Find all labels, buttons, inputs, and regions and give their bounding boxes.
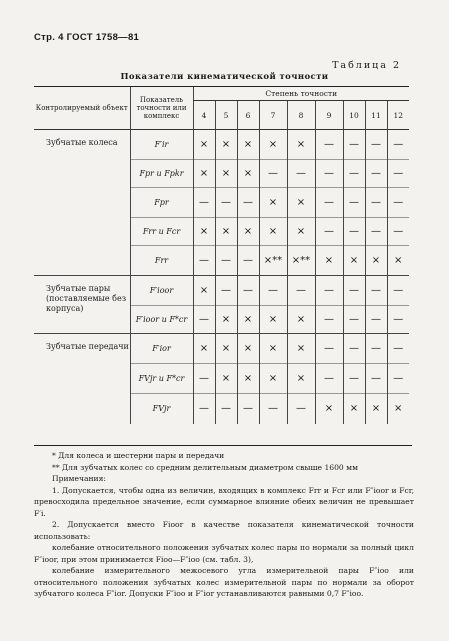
dash-mark: — bbox=[237, 276, 259, 306]
dash-mark: — bbox=[343, 334, 365, 364]
footnote-2: ** Для зубчатых колес со средним делительным диаметром свыше 1600 мм bbox=[52, 462, 358, 472]
page-header: Стр. 4 ГОСТ 1758—81 bbox=[34, 32, 140, 43]
table-bottom-rule bbox=[34, 445, 412, 446]
dash-mark: — bbox=[365, 130, 387, 160]
dash-mark: — bbox=[387, 306, 409, 334]
dash-mark: — bbox=[193, 306, 215, 334]
dash-mark: — bbox=[365, 276, 387, 306]
dash-mark: — bbox=[387, 364, 409, 394]
cross-mark: × bbox=[259, 188, 287, 218]
note-2b: колебание измерительного межосевого угла измерительной пары F″ioo или относительного положения зубчатых колес измерительной пары по нормали за оборот зубчатого колеса F″ior. Допуски F″ioo и F″ior устанавливаются равными 0,7 F″ioo. bbox=[34, 566, 414, 598]
dash-mark: — bbox=[387, 130, 409, 160]
table-title: Показатели кинематической точности bbox=[120, 72, 329, 82]
cross-mark: × bbox=[259, 334, 287, 364]
object-cell: Зубчатые передачи bbox=[34, 334, 130, 424]
dash-mark: — bbox=[315, 364, 343, 394]
dash-mark: — bbox=[365, 364, 387, 394]
dash-mark: — bbox=[287, 160, 315, 188]
note-2: 2. Допускается вместо Fioor в качестве показателя кинематической точности использовать: bbox=[34, 520, 414, 541]
dash-mark: — bbox=[365, 188, 387, 218]
header-object: Контролируемый объект bbox=[34, 87, 130, 130]
dash-mark: — bbox=[387, 276, 409, 306]
dash-mark: — bbox=[259, 160, 287, 188]
cross-mark: × bbox=[237, 218, 259, 246]
cross-mark: × bbox=[259, 364, 287, 394]
cross-mark: × bbox=[343, 246, 365, 276]
dash-mark: — bbox=[343, 160, 365, 188]
cross-mark: × bbox=[215, 218, 237, 246]
indicator-cell: FVjr и F*cr bbox=[130, 364, 193, 394]
accuracy-table bbox=[34, 86, 409, 424]
indicator-cell: F′ir bbox=[130, 130, 193, 160]
dash-mark: — bbox=[193, 394, 215, 424]
dash-mark: — bbox=[315, 130, 343, 160]
dash-mark: — bbox=[365, 334, 387, 364]
dash-mark: — bbox=[193, 364, 215, 394]
cross-mark: × bbox=[287, 130, 315, 160]
dash-mark: — bbox=[237, 394, 259, 424]
indicator-cell: FVjr bbox=[130, 394, 193, 424]
header-degree-9: 9 bbox=[315, 101, 343, 130]
dash-mark: — bbox=[215, 276, 237, 306]
dash-mark: — bbox=[387, 334, 409, 364]
table-label: Таблица 2 bbox=[332, 60, 401, 71]
header-degree-4: 4 bbox=[193, 101, 215, 130]
indicator-cell: Frr и Fcr bbox=[130, 218, 193, 246]
cross-mark: × bbox=[193, 334, 215, 364]
cross-mark: × bbox=[215, 160, 237, 188]
dash-mark: — bbox=[315, 306, 343, 334]
header-degree-6: 6 bbox=[237, 101, 259, 130]
cross-mark: × bbox=[193, 130, 215, 160]
header-degree-12: 12 bbox=[387, 101, 409, 130]
cross-mark: × bbox=[365, 394, 387, 424]
cross-mark: ×** bbox=[287, 246, 315, 276]
footnotes bbox=[34, 450, 414, 600]
dash-mark: — bbox=[343, 130, 365, 160]
dash-mark: — bbox=[287, 276, 315, 306]
note-2a: колебание относительного положения зубчатых колес пары по нормали за полный цикл F″ioor, при этом принимается Fioo—F″ioo (см. табл. 3), bbox=[34, 543, 414, 564]
indicator-cell: Fpr bbox=[130, 188, 193, 218]
dash-mark: — bbox=[215, 394, 237, 424]
dash-mark: — bbox=[343, 364, 365, 394]
cross-mark: × bbox=[343, 394, 365, 424]
dash-mark: — bbox=[315, 334, 343, 364]
cross-mark: × bbox=[237, 306, 259, 334]
cross-mark: × bbox=[315, 394, 343, 424]
cross-mark: × bbox=[259, 130, 287, 160]
dash-mark: — bbox=[315, 188, 343, 218]
cross-mark: × bbox=[259, 306, 287, 334]
indicator-cell: F′ioor и F*cr bbox=[130, 306, 193, 334]
cross-mark: × bbox=[237, 364, 259, 394]
dash-mark: — bbox=[315, 218, 343, 246]
dash-mark: — bbox=[315, 160, 343, 188]
dash-mark: — bbox=[259, 276, 287, 306]
cross-mark: × bbox=[237, 160, 259, 188]
dash-mark: — bbox=[343, 188, 365, 218]
dash-mark: — bbox=[237, 188, 259, 218]
indicator-cell: F′ior bbox=[130, 334, 193, 364]
dash-mark: — bbox=[287, 394, 315, 424]
cross-mark: × bbox=[287, 364, 315, 394]
cross-mark: × bbox=[315, 246, 343, 276]
dash-mark: — bbox=[387, 188, 409, 218]
cross-mark: × bbox=[237, 130, 259, 160]
cross-mark: × bbox=[237, 334, 259, 364]
cross-mark: × bbox=[215, 306, 237, 334]
cross-mark: × bbox=[193, 218, 215, 246]
header-degree-8: 8 bbox=[287, 101, 315, 130]
header-degree-10: 10 bbox=[343, 101, 365, 130]
dash-mark: — bbox=[343, 306, 365, 334]
cross-mark: × bbox=[215, 130, 237, 160]
dash-mark: — bbox=[387, 218, 409, 246]
cross-mark: × bbox=[287, 334, 315, 364]
indicator-cell: Frr bbox=[130, 246, 193, 276]
header-indicator: Показатель точности или комплекс bbox=[130, 87, 193, 130]
cross-mark: × bbox=[365, 246, 387, 276]
cross-mark: × bbox=[259, 218, 287, 246]
cross-mark: × bbox=[193, 276, 215, 306]
cross-mark: × bbox=[387, 246, 409, 276]
footnote-1: * Для колеса и шестерни пары и передачи bbox=[52, 451, 225, 460]
cross-mark: × bbox=[215, 364, 237, 394]
header-degree-11: 11 bbox=[365, 101, 387, 130]
dash-mark: — bbox=[343, 276, 365, 306]
indicator-cell: Fpr и Fpkr bbox=[130, 160, 193, 188]
dash-mark: — bbox=[259, 394, 287, 424]
header-degree: Степень точности bbox=[193, 87, 409, 101]
cross-mark: × bbox=[215, 334, 237, 364]
dash-mark: — bbox=[343, 218, 365, 246]
header-degree-7: 7 bbox=[259, 101, 287, 130]
cross-mark: × bbox=[387, 394, 409, 424]
dash-mark: — bbox=[237, 246, 259, 276]
cross-mark: ×** bbox=[259, 246, 287, 276]
object-cell: Зубчатые пары (поставляемые без корпуса) bbox=[34, 276, 130, 334]
notes-label: Примечания: bbox=[52, 474, 106, 483]
dash-mark: — bbox=[215, 246, 237, 276]
dash-mark: — bbox=[365, 306, 387, 334]
dash-mark: — bbox=[315, 276, 343, 306]
cross-mark: × bbox=[287, 188, 315, 218]
dash-mark: — bbox=[193, 246, 215, 276]
dash-mark: — bbox=[387, 160, 409, 188]
cross-mark: × bbox=[193, 160, 215, 188]
cross-mark: × bbox=[287, 218, 315, 246]
note-1: 1. Допускается, чтобы одна из величин, входящих в комплекс Frr и Fcr или F″ioor и Fcr, превосходила предельное значение, если суммарное влияние обеих величин не превышает F′i. bbox=[34, 485, 414, 518]
dash-mark: — bbox=[365, 160, 387, 188]
header-degree-5: 5 bbox=[215, 101, 237, 130]
dash-mark: — bbox=[365, 218, 387, 246]
dash-mark: — bbox=[193, 188, 215, 218]
object-cell: Зубчатые колеса bbox=[34, 130, 130, 276]
dash-mark: — bbox=[215, 188, 237, 218]
cross-mark: × bbox=[287, 306, 315, 334]
indicator-cell: F′ioor bbox=[130, 276, 193, 306]
